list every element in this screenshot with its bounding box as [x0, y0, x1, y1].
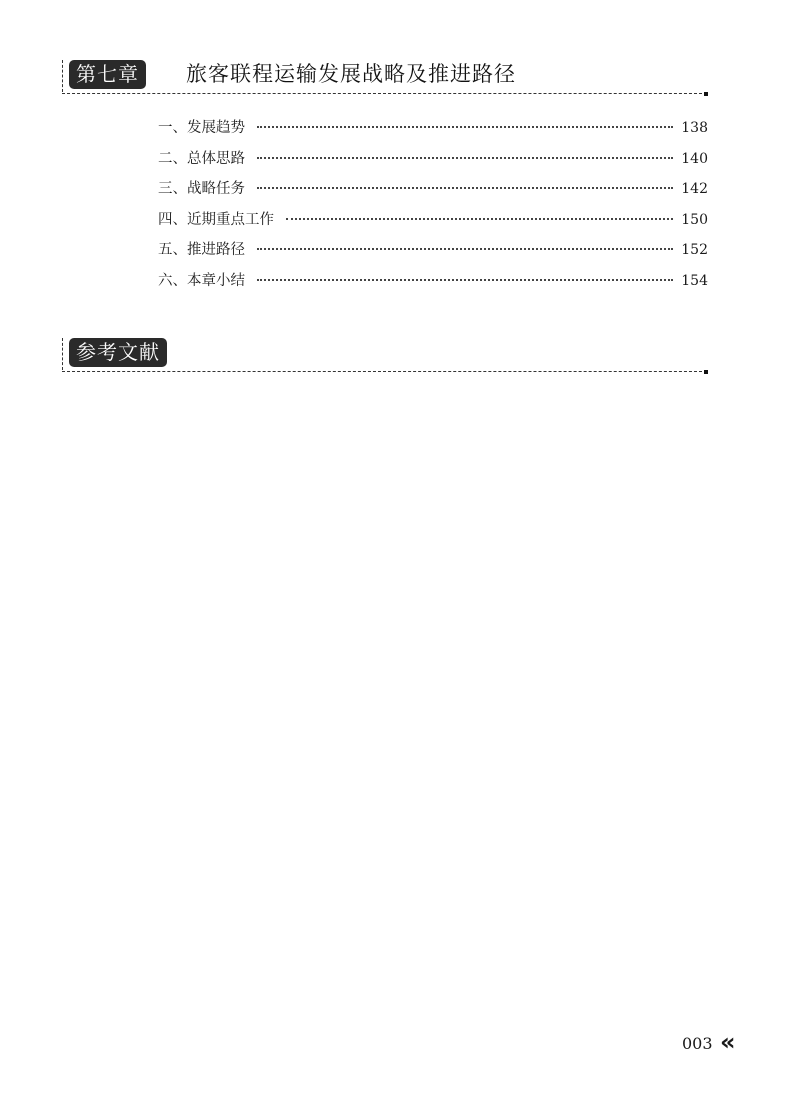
references-header [62, 332, 708, 372]
toc-entry-label: 三、战略任务 [158, 181, 245, 198]
toc-entry[interactable] [158, 177, 708, 208]
toc-entry-page: 142 [681, 181, 708, 198]
chapter-header [62, 54, 708, 94]
header-rule-end-marker [704, 92, 708, 96]
header-dashed-rule [62, 371, 702, 372]
header-rule-end-marker [704, 370, 708, 374]
toc-entry[interactable] [158, 238, 708, 269]
toc-entry-label: 五、推进路径 [158, 242, 245, 259]
toc-dot-leader [257, 157, 673, 159]
toc-entry-page: 150 [681, 211, 708, 228]
double-chevron-left-icon: « [720, 1028, 736, 1056]
chapter-badge: 第七章 [69, 60, 146, 89]
chapter-title: 旅客联程运输发展战略及推进路径 [186, 62, 516, 86]
table-of-contents [158, 116, 708, 300]
toc-dot-leader [286, 218, 673, 220]
toc-entry-label: 一、发展趋势 [158, 120, 245, 136]
header-dashed-rule [62, 93, 702, 94]
toc-dot-leader [257, 126, 673, 128]
toc-entry[interactable] [158, 269, 708, 300]
toc-entry[interactable] [158, 147, 708, 178]
toc-entry-page: 154 [681, 272, 708, 289]
toc-dot-leader [257, 279, 673, 281]
references-badge[interactable]: 参考文献 [69, 338, 167, 367]
toc-entry-page: 152 [681, 242, 708, 259]
toc-entry-page: 138 [681, 120, 708, 136]
toc-entry[interactable] [158, 208, 708, 239]
toc-dot-leader [257, 248, 673, 250]
toc-entry-label: 二、总体思路 [158, 150, 245, 167]
toc-entry-page: 140 [681, 150, 708, 167]
toc-entry-label: 六、本章小结 [158, 272, 245, 289]
toc-entry-label: 四、近期重点工作 [158, 211, 274, 228]
page-number: 003 [682, 1034, 713, 1053]
header-dashed-vertical [62, 60, 63, 92]
toc-dot-leader [257, 187, 673, 189]
header-dashed-vertical [62, 338, 63, 370]
toc-entry[interactable] [158, 116, 708, 147]
